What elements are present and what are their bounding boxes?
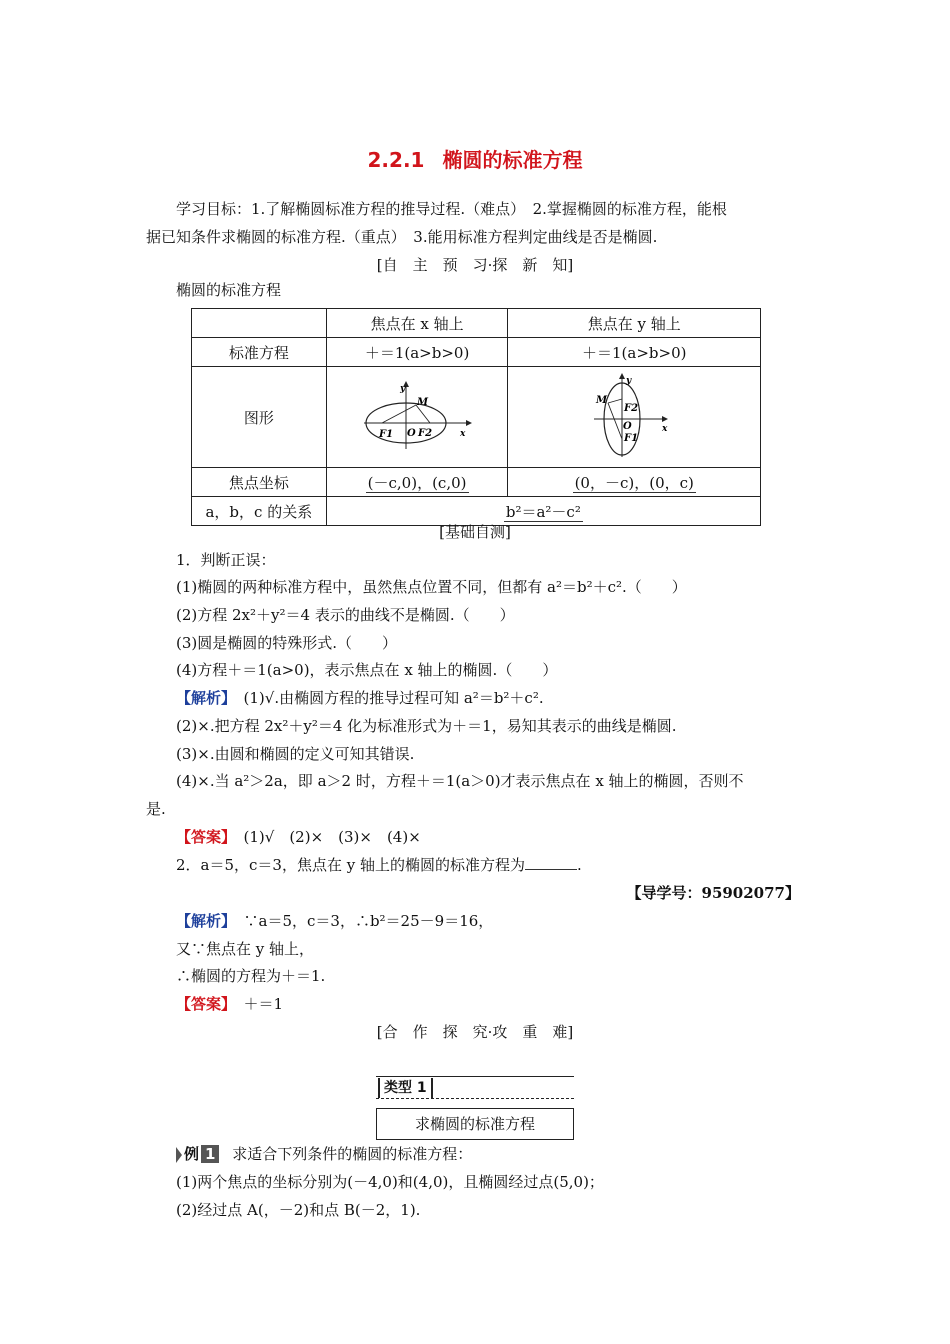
question-1-analysis: (2)×.把方程 2x²＋y²＝4 化为标准形式为＋＝1，易知其表示的曲线是椭圆.: [176, 717, 677, 735]
question-2-text: 2．a＝5，c＝3，焦点在 y 轴上的椭圆的标准方程为: [176, 856, 525, 874]
fig-label: F1: [624, 433, 639, 444]
question-1-analysis-first: [176, 684, 544, 712]
table-row: [192, 338, 761, 367]
fig-label: F2: [418, 428, 433, 439]
fig-label: O: [407, 428, 416, 439]
type-title: 求椭圆的标准方程: [376, 1108, 574, 1140]
row-label: 标准方程: [192, 338, 327, 367]
question-2-answer: [176, 990, 283, 1018]
table-header-cell: 焦点在 x 轴上: [326, 309, 508, 338]
question-2-analysis-first: [176, 907, 493, 935]
question-2-analysis: 又∵焦点在 y 轴上，: [176, 940, 315, 958]
section-number: 2.2.1: [367, 148, 425, 172]
fig-label: x: [662, 424, 668, 434]
question-1-answer: [176, 823, 421, 851]
answer-label: 【答案】: [176, 995, 229, 1013]
question-1-analysis: (3)×.由圆和椭圆的定义可知其错误.: [176, 745, 415, 763]
triangle-icon: [176, 1147, 182, 1163]
objectives-line-1: 学习目标：1.了解椭圆标准方程的推导过程.（难点） 2.掌握椭圆的标准方程，能根: [176, 200, 727, 218]
table-row: [192, 367, 761, 468]
abc-relation: b²＝a²－c²: [505, 502, 581, 521]
type-box: [376, 1076, 574, 1140]
focus-y-axis: (0，－c)，(0，c): [574, 473, 694, 492]
guide-number: 【导学号：95902077】: [626, 884, 800, 902]
fig-label: O: [623, 421, 632, 432]
section-header-selftest: [基础自测]: [439, 523, 511, 541]
answer-text: (1)√ (2)× (3)× (4)×: [228, 828, 421, 846]
figure-y-axis-cell: [508, 367, 761, 468]
focus-x-axis: (－c,0)，(c,0): [367, 473, 467, 492]
example-label: 例: [184, 1145, 200, 1163]
example-1-item: (2)经过点 A(，－2)和点 B(－2，1).: [176, 1201, 421, 1219]
example-number: 1: [201, 1145, 219, 1163]
page-title: [0, 144, 950, 173]
answer-blank: [525, 855, 577, 870]
example-1-stem: [176, 1140, 472, 1168]
fig-label: F1: [379, 429, 394, 440]
example-1-item: (1)两个焦点的坐标分别为(－4,0)和(4,0)，且椭圆经过点(5,0)；: [176, 1173, 604, 1191]
type-label: 类型 1: [378, 1078, 433, 1098]
question-1-item: (2)方程 2x²＋y²＝4 表示的曲线不是椭圆.（ ）: [176, 606, 515, 624]
table-header-row: [192, 309, 761, 338]
question-1-item: (1)椭圆的两种标准方程中，虽然焦点位置不同，但都有 a²＝b²＋c².（ ）: [176, 578, 687, 596]
question-2-analysis: ∴椭圆的方程为＋＝1.: [176, 967, 326, 985]
table-header-cell: [192, 309, 327, 338]
question-1-stem: 1．判断正误：: [176, 551, 276, 569]
fig-label: x: [460, 429, 466, 439]
analysis-label: 【解析】: [176, 912, 229, 930]
question-2-stem: [176, 851, 582, 879]
section-header-preview: [自 主 预 习·探 新 知]: [376, 256, 574, 274]
fig-label: y: [626, 376, 632, 386]
row-label: 图形: [192, 367, 327, 468]
focus-y-axis-cell: [508, 468, 761, 497]
type-box-divider: [376, 1098, 574, 1099]
fig-label: M: [596, 395, 608, 406]
question-1-item: (4)方程＋＝1(a>0)，表示焦点在 x 轴上的椭圆.（ ）: [176, 661, 558, 679]
table-row: [192, 468, 761, 497]
question-2-end: .: [577, 856, 582, 874]
question-1-analysis: 是.: [146, 800, 166, 818]
fig-label: F2: [624, 403, 639, 414]
question-1-item: (3)圆是椭圆的特殊形式.（ ）: [176, 634, 398, 652]
focus-x-axis-cell: [326, 468, 508, 497]
analysis-text: (1)√.由椭圆方程的推导过程可知 a²＝b²＋c².: [228, 689, 544, 707]
answer-label: 【答案】: [176, 828, 229, 846]
ellipse-equation-table: [191, 308, 761, 526]
answer-text: ＋＝1: [228, 995, 284, 1013]
analysis-label: 【解析】: [176, 689, 229, 707]
equation-x-axis: ＋＝1(a>b>0): [326, 338, 508, 367]
example-badge: [176, 1140, 219, 1168]
row-label: a，b，c 的关系: [192, 497, 327, 526]
analysis-text: ∵a＝5，c＝3，∴b²＝25－9＝16，: [228, 912, 494, 930]
ellipse-x-axis-figure: [362, 379, 472, 451]
section-title: 椭圆的标准方程: [442, 148, 583, 172]
table-title: 椭圆的标准方程: [176, 281, 282, 299]
table-header-cell: 焦点在 y 轴上: [508, 309, 761, 338]
type-box-top: [376, 1076, 574, 1099]
example-text: 求适合下列条件的椭圆的标准方程：: [232, 1145, 473, 1163]
row-label: 焦点坐标: [192, 468, 327, 497]
section-header-explore: [合 作 探 究·攻 重 难]: [376, 1023, 574, 1041]
figure-x-axis-cell: [326, 367, 508, 468]
equation-y-axis: ＋＝1(a>b>0): [508, 338, 761, 367]
fig-label: y: [400, 384, 406, 394]
ellipse-y-axis-figure: [594, 373, 674, 457]
fig-label: M: [417, 397, 429, 408]
question-1-analysis: (4)×.当 a²＞2a，即 a＞2 时，方程＋＝1(a＞0)才表示焦点在 x 轴上的椭圆，否则不: [176, 772, 744, 790]
objectives-line-2: 据已知条件求椭圆的标准方程.（重点） 3.能用标准方程判定曲线是否是椭圆.: [146, 228, 658, 246]
